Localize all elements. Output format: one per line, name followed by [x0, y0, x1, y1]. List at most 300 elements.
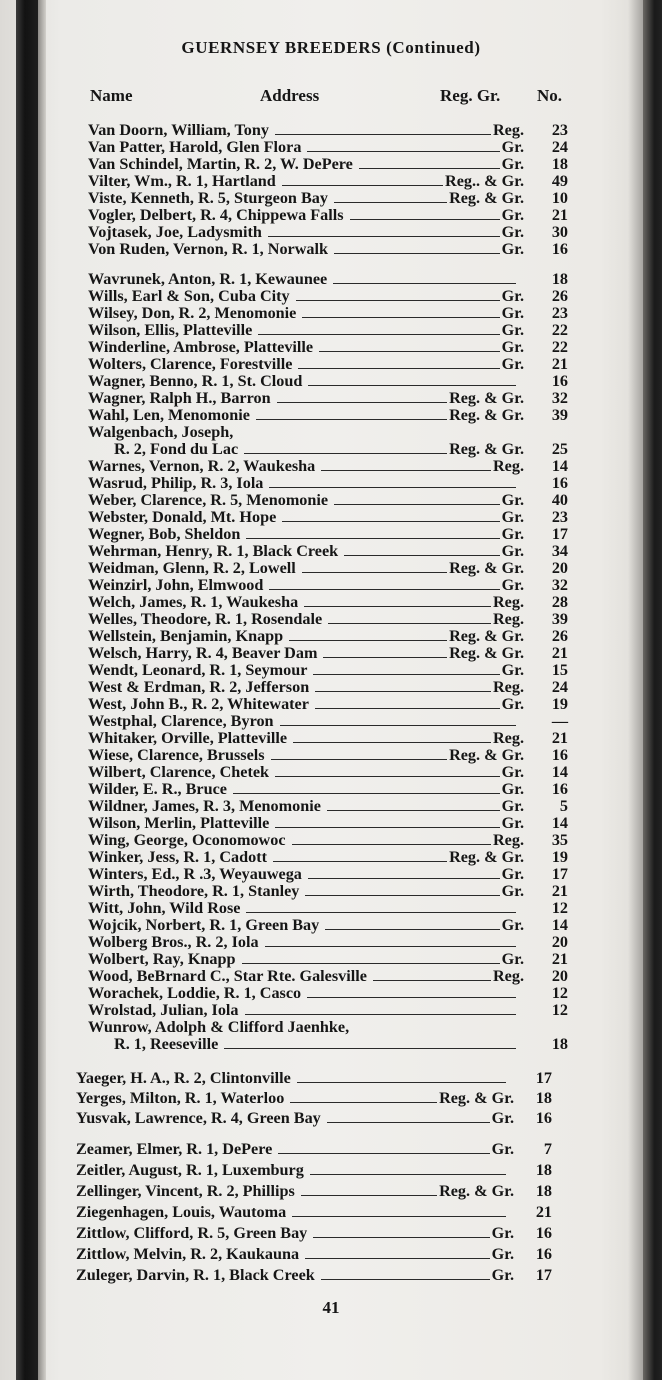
list-item: [0, 458, 662, 475]
list-item: [0, 985, 662, 1002]
registration-class: Gr.: [501, 763, 524, 781]
list-item: [0, 951, 662, 968]
breeder-name-address: Zittlow, Melvin, R. 2, Kaukauna: [76, 1245, 300, 1263]
list-item: [0, 832, 662, 849]
herd-count: 21: [551, 729, 568, 747]
leader-line: [275, 776, 500, 777]
list-item: [0, 1162, 662, 1179]
list-item: [0, 883, 662, 900]
list-item: [0, 122, 662, 139]
list-item: [0, 207, 662, 224]
herd-count: 39: [551, 406, 568, 424]
leader-line: [334, 253, 500, 254]
leader-line: [328, 623, 491, 624]
list-item: [0, 224, 662, 241]
breeder-name-address: Wahl, Len, Menomonie: [88, 406, 250, 424]
registration-class: Gr.: [491, 1109, 514, 1127]
leader-line: [246, 538, 499, 539]
leader-line: [246, 912, 516, 913]
herd-count: 21: [551, 644, 568, 662]
leader-line: [302, 572, 447, 573]
herd-count: 12: [551, 984, 568, 1002]
herd-count: 17: [551, 525, 568, 543]
herd-count: 14: [551, 457, 568, 475]
herd-count: 23: [551, 508, 568, 526]
herd-count: 21: [551, 950, 568, 968]
registration-class: Gr.: [501, 138, 524, 156]
list-item: [0, 1002, 662, 1019]
breeder-name-address: Wills, Earl & Son, Cuba City: [88, 287, 290, 305]
herd-count: 16: [535, 1109, 552, 1127]
list-item: [0, 594, 662, 611]
herd-count: 18: [551, 1035, 568, 1053]
breeder-name-address: Vojtasek, Joe, Ladysmith: [88, 223, 262, 241]
registration-class: Reg. & Gr.: [449, 189, 524, 207]
list-item: [0, 441, 662, 458]
leader-line: [334, 202, 447, 203]
breeder-name-address: Wirth, Theodore, R. 1, Stanley: [88, 882, 300, 900]
registration-class: Gr.: [501, 695, 524, 713]
leader-line: [350, 219, 500, 220]
breeder-name-address: Zittlow, Clifford, R. 5, Green Bay: [76, 1224, 308, 1242]
leader-line: [327, 810, 500, 811]
registration-class: Reg. & Gr.: [449, 746, 524, 764]
registration-class: Reg.: [492, 457, 524, 475]
page-title: GUERNSEY BREEDERS (Continued): [181, 38, 481, 57]
breeder-name-address: Vogler, Delbert, R. 4, Chippewa Falls: [88, 206, 344, 224]
herd-count: 32: [551, 389, 568, 407]
list-item: [0, 339, 662, 356]
leader-line: [277, 402, 447, 403]
leader-line: [271, 759, 448, 760]
breeder-name-address: Welsch, Harry, R. 4, Beaver Dam: [88, 644, 318, 662]
list-item: [0, 407, 662, 424]
leader-line: [297, 1082, 506, 1083]
list-item: [0, 543, 662, 560]
list-item: [0, 560, 662, 577]
herd-count: 25: [551, 440, 568, 458]
list-item: [0, 1110, 662, 1127]
herd-count: 24: [551, 138, 568, 156]
list-item: [0, 322, 662, 339]
breeder-name-address: Wildner, James, R. 3, Menomonie: [88, 797, 321, 815]
leader-line: [308, 385, 516, 386]
registration-class: Gr.: [501, 576, 524, 594]
registration-class: Reg. & Gr.: [449, 644, 524, 662]
breeder-name-address: Yaeger, H. A., R. 2, Clintonville: [76, 1069, 291, 1087]
herd-count: 21: [551, 206, 568, 224]
breeder-name-address: Weidman, Glenn, R. 2, Lowell: [88, 559, 296, 577]
herd-count: 26: [551, 287, 568, 305]
list-item: [0, 696, 662, 713]
header-reg-gr: Reg. Gr.: [440, 86, 501, 105]
herd-count: 14: [551, 916, 568, 934]
registration-class: Gr.: [501, 916, 524, 934]
leader-line: [269, 589, 499, 590]
list-item: [0, 1036, 662, 1053]
breeder-name-address: Wojcik, Norbert, R. 1, Green Bay: [88, 916, 320, 934]
breeder-name-address: R. 2, Fond du Lac: [114, 440, 239, 458]
list-item: [0, 815, 662, 832]
leader-line: [280, 725, 516, 726]
leader-line: [333, 283, 516, 284]
breeder-name-address: Wolberg Bros., R. 2, Iola: [88, 933, 259, 951]
leader-line: [321, 1279, 490, 1280]
leader-line: [256, 419, 447, 420]
list-item: [0, 764, 662, 781]
registration-class: Gr.: [501, 338, 524, 356]
list-item: [0, 577, 662, 594]
leader-line: [282, 185, 443, 186]
list-item: [0, 475, 662, 492]
breeder-name-address: Welles, Theodore, R. 1, Rosendale: [88, 610, 323, 628]
list-item: [0, 917, 662, 934]
breeder-name-address: Wunrow, Adolph & Clifford Jaenhke,: [88, 1018, 350, 1036]
registration-class: Gr.: [501, 287, 524, 305]
registration-class: Reg.: [492, 729, 524, 747]
registration-class: Gr.: [501, 321, 524, 339]
registration-class: Reg.: [492, 593, 524, 611]
herd-count: 18: [535, 1089, 552, 1107]
herd-count: 18: [551, 155, 568, 173]
breeder-name-address: Von Ruden, Vernon, R. 1, Norwalk: [88, 240, 329, 258]
breeder-name-address: Winker, Jess, R. 1, Cadott: [88, 848, 267, 866]
herd-count: 18: [535, 1161, 552, 1179]
list-item: [0, 628, 662, 645]
leader-line: [344, 555, 500, 556]
herd-count: 16: [551, 474, 568, 492]
breeder-name-address: Welch, James, R. 1, Waukesha: [88, 593, 299, 611]
list-item: [0, 271, 662, 288]
list-item: [0, 1267, 662, 1284]
list-item: [0, 526, 662, 543]
registration-class: Reg.: [492, 967, 524, 985]
breeder-name-address: Zeitler, August, R. 1, Luxemburg: [76, 1161, 304, 1179]
breeder-name-address: Van Schindel, Martin, R. 2, W. DePere: [88, 155, 353, 173]
registration-class: Gr.: [501, 491, 524, 509]
list-item: [0, 645, 662, 662]
herd-count: 19: [551, 848, 568, 866]
registration-class: Gr.: [501, 542, 524, 560]
leader-line: [305, 895, 499, 896]
leader-line: [242, 963, 500, 964]
herd-count: 20: [551, 967, 568, 985]
list-item: [0, 679, 662, 696]
herd-count: 16: [551, 746, 568, 764]
breeder-name-address: Wilson, Ellis, Platteville: [88, 321, 253, 339]
breeder-name-address: Wendt, Leonard, R. 1, Seymour: [88, 661, 308, 679]
breeder-name-address: Yerges, Milton, R. 1, Waterloo: [76, 1089, 285, 1107]
herd-count: 14: [551, 763, 568, 781]
breeder-name-address: Wellstein, Benjamin, Knapp: [88, 627, 284, 645]
herd-count: 23: [551, 304, 568, 322]
leader-line: [269, 487, 516, 488]
registration-class: Gr.: [491, 1266, 514, 1284]
breeder-name-address: Wagner, Benno, R. 1, St. Cloud: [88, 372, 303, 390]
leader-line: [268, 236, 500, 237]
registration-class: Gr.: [501, 882, 524, 900]
list-item: [0, 1225, 662, 1242]
herd-count: 16: [535, 1224, 552, 1242]
herd-count: 20: [551, 933, 568, 951]
breeder-name-address: Walgenbach, Joseph,: [88, 423, 234, 441]
registration-class: Gr.: [491, 1224, 514, 1242]
herd-count: 7: [543, 1140, 552, 1158]
breeder-name-address: Wilbert, Clarence, Chetek: [88, 763, 270, 781]
breeder-name-address: Westphal, Clarence, Byron: [88, 712, 274, 730]
leader-line: [296, 300, 500, 301]
herd-count: 34: [551, 542, 568, 560]
list-item: [0, 1070, 662, 1087]
leader-line: [325, 929, 499, 930]
breeder-name-address: Zuleger, Darvin, R. 1, Black Creek: [76, 1266, 315, 1284]
leader-line: [313, 674, 499, 675]
breeder-name-address: Wavrunek, Anton, R. 1, Kewaunee: [88, 270, 328, 288]
herd-count: 16: [551, 372, 568, 390]
page-number: 41: [322, 1298, 340, 1317]
leader-line: [334, 504, 500, 505]
leader-line: [315, 691, 491, 692]
leader-line: [319, 351, 500, 352]
leader-line: [224, 1048, 516, 1049]
breeder-name-address: Wegner, Bob, Sheldon: [88, 525, 241, 543]
list-item: [0, 156, 662, 173]
registration-class: Reg.: [492, 121, 524, 139]
registration-class: Reg. & Gr.: [449, 440, 524, 458]
list-item: [0, 781, 662, 798]
list-item: [0, 356, 662, 373]
leader-line: [292, 1216, 506, 1217]
list-item: [0, 424, 662, 441]
header-address: Address: [260, 86, 320, 105]
leader-line: [233, 793, 500, 794]
herd-count: 12: [551, 899, 568, 917]
herd-count: 18: [535, 1182, 552, 1200]
list-item: [0, 390, 662, 407]
breeder-name-address: West & Erdman, R. 2, Jefferson: [88, 678, 310, 696]
herd-count: 21: [551, 882, 568, 900]
list-item: [0, 1246, 662, 1263]
list-item: [0, 288, 662, 305]
registration-class: Gr.: [491, 1140, 514, 1158]
registration-class: Reg. & Gr.: [439, 1182, 514, 1200]
leader-line: [244, 453, 447, 454]
registration-class: Gr.: [501, 865, 524, 883]
leader-line: [245, 1014, 516, 1015]
herd-count: 17: [551, 865, 568, 883]
leader-line: [290, 1102, 437, 1103]
list-item: [0, 492, 662, 509]
herd-count: 17: [535, 1069, 552, 1087]
leader-line: [298, 368, 499, 369]
leader-line: [323, 657, 447, 658]
header-name: Name: [90, 86, 133, 105]
leader-line: [307, 997, 516, 998]
list-item: [0, 1204, 662, 1221]
registration-class: Reg.: [492, 831, 524, 849]
herd-count: 19: [551, 695, 568, 713]
registration-class: Gr.: [501, 355, 524, 373]
breeder-name-address: Wiese, Clarence, Brussels: [88, 746, 265, 764]
leader-line: [265, 946, 516, 947]
header-no: No.: [537, 86, 563, 105]
herd-count: 16: [551, 240, 568, 258]
leader-line: [289, 640, 447, 641]
leader-line: [302, 317, 499, 318]
list-item: [0, 509, 662, 526]
registration-class: Reg. & Gr.: [449, 848, 524, 866]
herd-count: 10: [551, 189, 568, 207]
breeder-name-address: Webster, Donald, Mt. Hope: [88, 508, 277, 526]
registration-class: Gr.: [501, 240, 524, 258]
list-item: [0, 139, 662, 156]
list-item: [0, 611, 662, 628]
list-item: [0, 798, 662, 815]
list-item: [0, 713, 662, 730]
registration-class: Gr.: [501, 206, 524, 224]
breeder-name-address: Wolbert, Ray, Knapp: [88, 950, 236, 968]
list-item: [0, 1183, 662, 1200]
herd-count: 22: [551, 321, 568, 339]
leader-line: [304, 606, 491, 607]
registration-class: Gr.: [491, 1245, 514, 1263]
leader-line: [315, 708, 500, 709]
herd-count: 17: [535, 1266, 552, 1284]
breeder-name-address: Zeamer, Elmer, R. 1, DePere: [76, 1140, 273, 1158]
leader-line: [305, 1258, 490, 1259]
herd-count: 24: [551, 678, 568, 696]
herd-count: 22: [551, 338, 568, 356]
leader-line: [307, 151, 499, 152]
registration-class: Gr.: [501, 223, 524, 241]
list-item: [0, 849, 662, 866]
herd-count: 30: [551, 223, 568, 241]
leader-line: [373, 980, 491, 981]
breeder-name-address: West, John B., R. 2, Whitewater: [88, 695, 309, 713]
herd-count: 23: [551, 121, 568, 139]
herd-count: 40: [551, 491, 568, 509]
breeder-name-address: Wilson, Merlin, Platteville: [88, 814, 270, 832]
breeder-name-address: Wehrman, Henry, R. 1, Black Creek: [88, 542, 339, 560]
breeder-name-address: Witt, John, Wild Rose: [88, 899, 241, 917]
list-item: [0, 730, 662, 747]
herd-count: 49: [551, 172, 568, 190]
leader-line: [310, 1174, 506, 1175]
list-item: [0, 900, 662, 917]
herd-count: 21: [551, 355, 568, 373]
herd-count: 12: [551, 1001, 568, 1019]
herd-count: —: [551, 712, 568, 730]
registration-class: Gr.: [501, 950, 524, 968]
breeder-name-address: Warnes, Vernon, R. 2, Waukesha: [88, 457, 316, 475]
registration-class: Gr.: [501, 304, 524, 322]
leader-line: [292, 844, 491, 845]
breeder-name-address: Whitaker, Orville, Platteville: [88, 729, 288, 747]
registration-class: Gr.: [501, 155, 524, 173]
list-item: [0, 305, 662, 322]
breeder-name-address: Yusvak, Lawrence, R. 4, Green Bay: [76, 1109, 321, 1127]
registration-class: Reg. & Gr.: [449, 559, 524, 577]
list-item: [0, 747, 662, 764]
registration-class: Reg. & Gr.: [439, 1089, 514, 1107]
breeder-name-address: Van Patter, Harold, Glen Flora: [88, 138, 302, 156]
list-item: [0, 373, 662, 390]
leader-line: [321, 470, 491, 471]
breeder-name-address: R. 1, Reeseville: [114, 1035, 219, 1053]
breeder-name-address: Viste, Kenneth, R. 5, Sturgeon Bay: [88, 189, 328, 207]
leader-line: [273, 861, 447, 862]
registration-class: Reg.: [492, 610, 524, 628]
leader-line: [275, 827, 499, 828]
breeder-name-address: Winters, Ed., R .3, Weyauwega: [88, 865, 302, 883]
herd-count: 20: [551, 559, 568, 577]
herd-count: 32: [551, 576, 568, 594]
herd-count: 16: [535, 1245, 552, 1263]
leader-line: [327, 1122, 490, 1123]
breeder-name-address: Wilsey, Don, R. 2, Menomonie: [88, 304, 297, 322]
list-item: [0, 866, 662, 883]
list-item: [0, 190, 662, 207]
breeder-name-address: Wasrud, Philip, R. 3, Iola: [88, 474, 264, 492]
herd-count: 5: [559, 797, 568, 815]
list-item: [0, 662, 662, 679]
herd-count: 39: [551, 610, 568, 628]
registration-class: Gr.: [501, 780, 524, 798]
list-item: [0, 968, 662, 985]
list-item: [0, 1141, 662, 1158]
leader-line: [275, 134, 491, 135]
registration-class: Reg. & Gr.: [449, 389, 524, 407]
herd-count: 28: [551, 593, 568, 611]
leader-line: [301, 1195, 437, 1196]
breeder-name-address: Wilder, E. R., Bruce: [88, 780, 227, 798]
herd-count: 15: [551, 661, 568, 679]
breeder-name-address: Vilter, Wm., R. 1, Hartland: [88, 172, 276, 190]
list-item: [0, 1019, 662, 1036]
registration-class: Gr.: [501, 814, 524, 832]
registration-class: Gr.: [501, 661, 524, 679]
breeder-name-address: Worachek, Loddie, R. 1, Casco: [88, 984, 302, 1002]
registration-class: Reg. & Gr.: [449, 627, 524, 645]
registration-class: Gr.: [501, 797, 524, 815]
leader-line: [282, 521, 499, 522]
list-item: [0, 173, 662, 190]
herd-count: 21: [535, 1203, 552, 1221]
breeder-name-address: Wing, George, Oconomowoc: [88, 831, 286, 849]
breeder-name-address: Wood, BeBrnard C., Star Rte. Galesville: [88, 967, 367, 985]
leader-line: [258, 334, 499, 335]
breeder-name-address: Weber, Clarence, R. 5, Menomonie: [88, 491, 329, 509]
breeder-name-address: Weinzirl, John, Elmwood: [88, 576, 264, 594]
breeder-name-address: Ziegenhagen, Louis, Wautoma: [76, 1203, 287, 1221]
list-item: [0, 934, 662, 951]
leader-line: [308, 878, 500, 879]
list-item: [0, 1090, 662, 1107]
herd-count: 16: [551, 780, 568, 798]
leader-line: [293, 742, 491, 743]
herd-count: 18: [551, 270, 568, 288]
breeder-name-address: Wrolstad, Julian, Iola: [88, 1001, 239, 1019]
breeder-name-address: Winderline, Ambrose, Platteville: [88, 338, 314, 356]
registration-class: Reg.: [492, 678, 524, 696]
registration-class: Reg.. & Gr.: [445, 172, 524, 190]
leader-line: [278, 1153, 489, 1154]
herd-count: 14: [551, 814, 568, 832]
breeder-name-address: Wagner, Ralph H., Barron: [88, 389, 271, 407]
breeder-name-address: Zellinger, Vincent, R. 2, Phillips: [76, 1182, 295, 1200]
leader-line: [359, 168, 500, 169]
registration-class: Reg. & Gr.: [449, 406, 524, 424]
